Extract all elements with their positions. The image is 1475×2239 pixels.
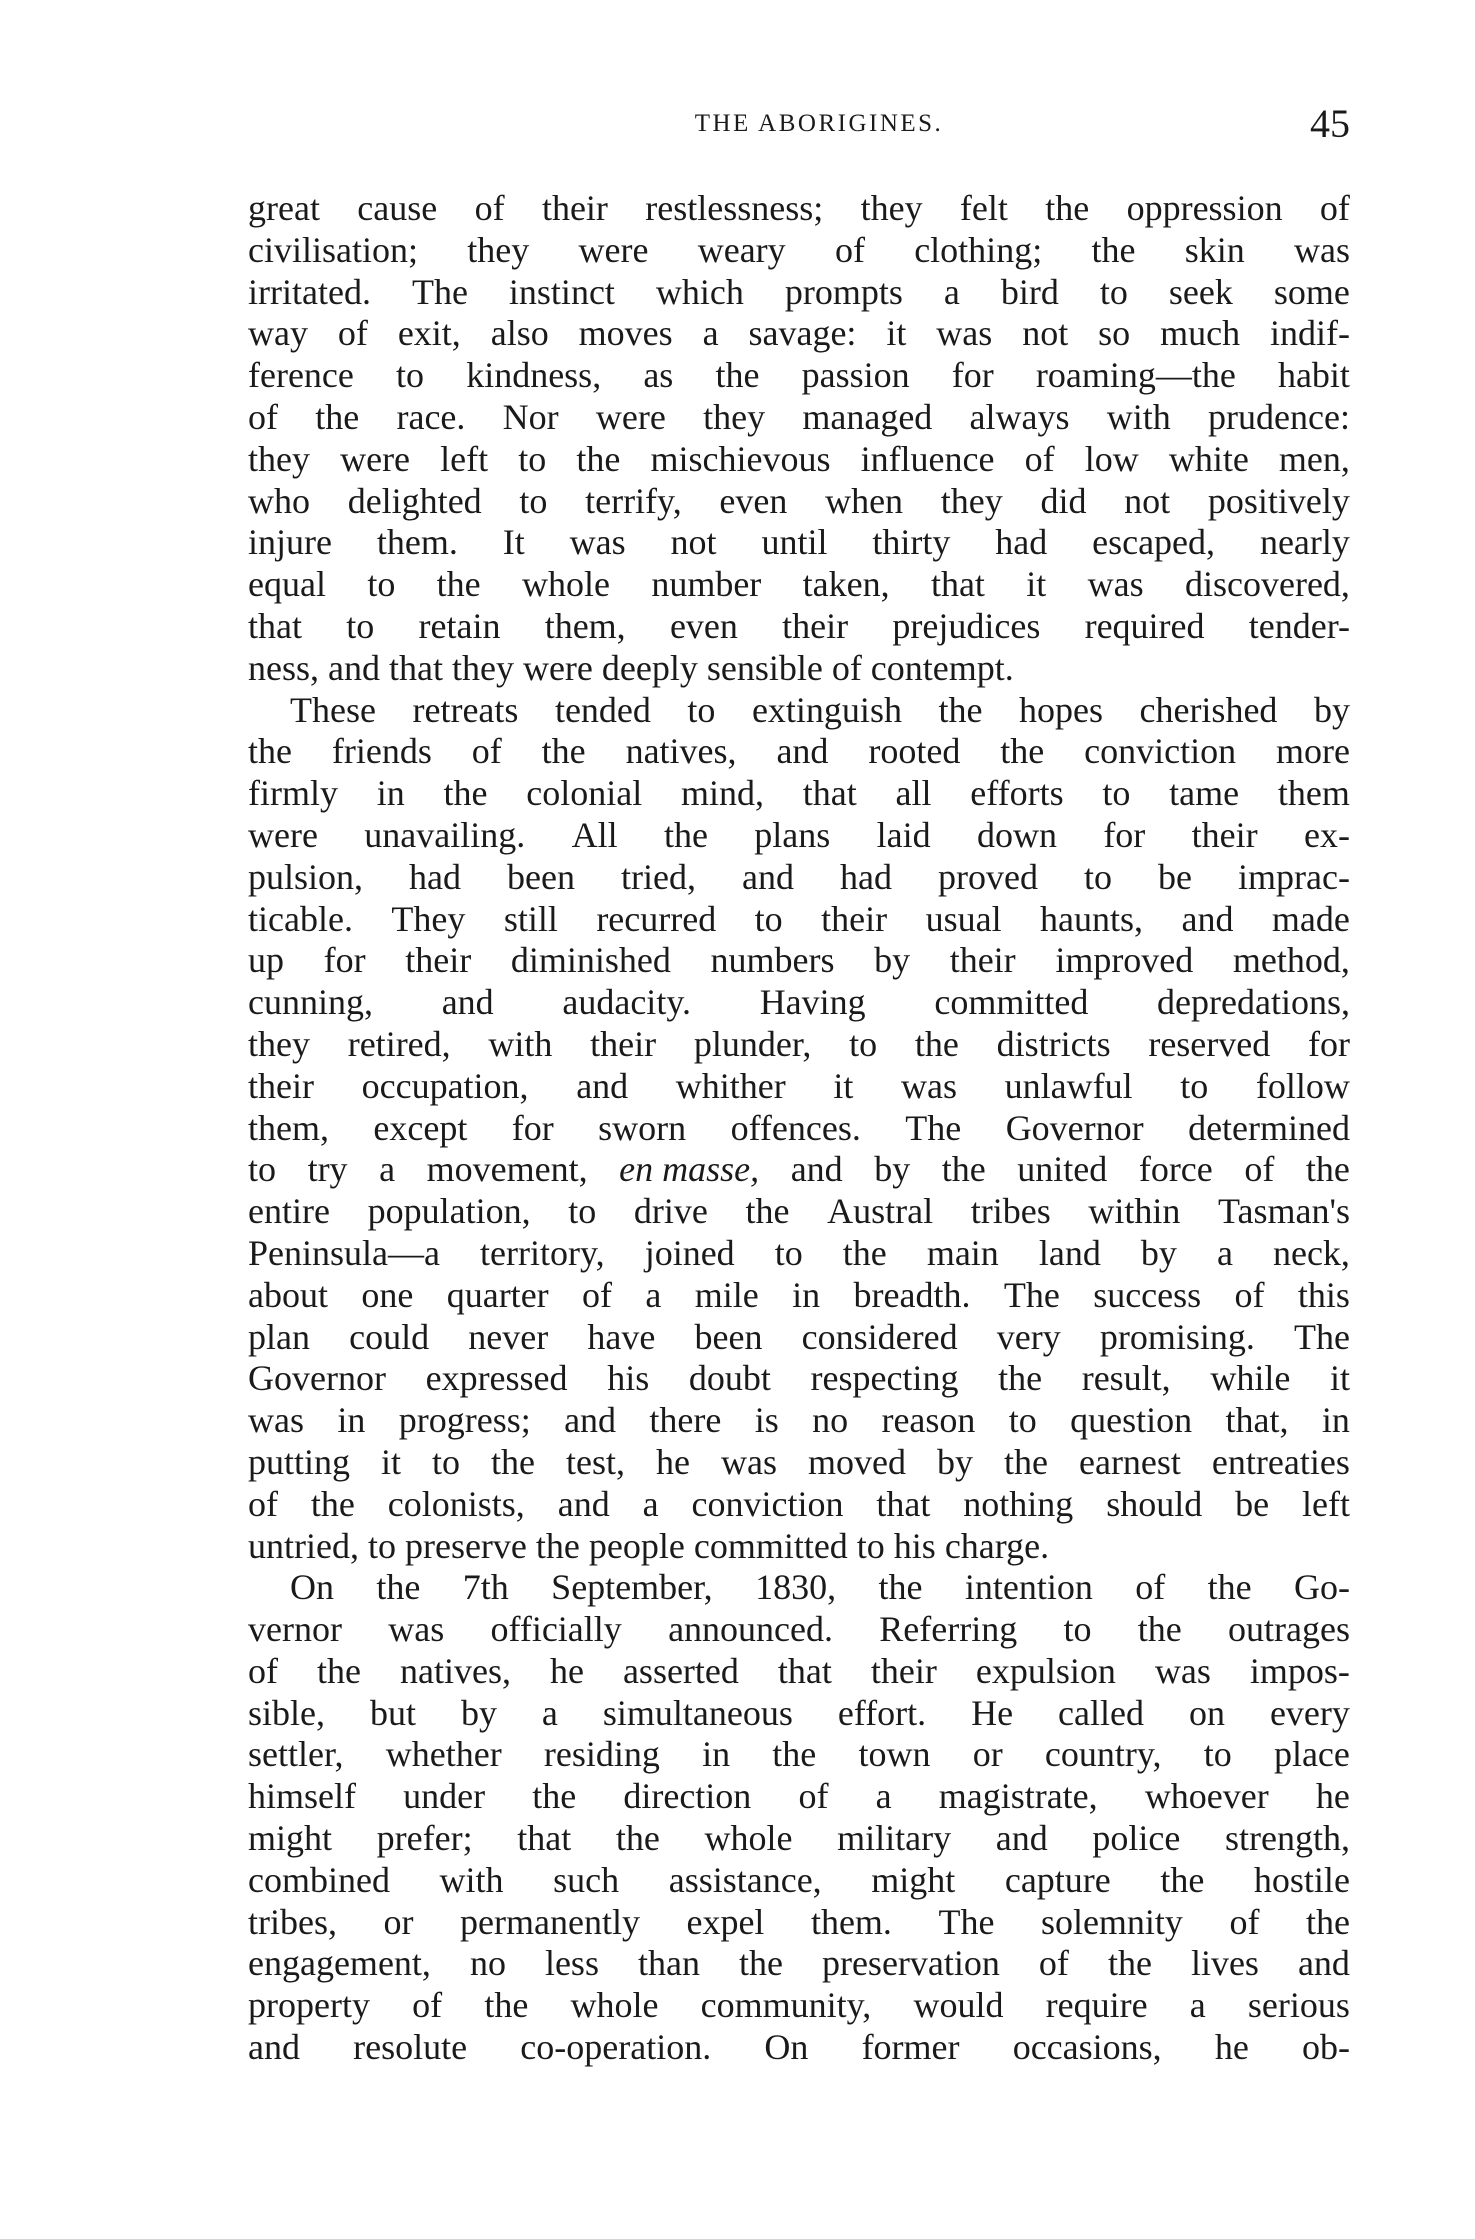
text-line: tribes, or permanently expel them. The solemnity of the [248,1901,1350,1942]
text-line: of the race. Nor were they managed always with prudence: [248,396,1350,437]
running-title: THE ABORIGINES. [694,110,944,137]
text-line: On the 7th September, 1830, the intention of the Go- [290,1567,1350,1608]
text-line: about one quarter of a mile in breadth. The success of this [248,1274,1350,1315]
text-line: were unavailing. All the plans laid down for their ex- [248,814,1350,855]
paragraph [248,690,1350,1568]
text-line: was in progress; and there is no reason to question that, in [248,1400,1350,1441]
text-line: plan could never have been considered very promising. The [248,1316,1350,1357]
text-line: great cause of their restlessness; they felt the oppression of [248,188,1350,228]
text-line: the friends of the natives, and rooted the conviction more [248,731,1350,772]
paragraph [248,1567,1350,2069]
paragraph [248,188,1350,690]
text-line: equal to the whole number taken, that it was discovered, [248,564,1350,605]
text-line: up for their diminished numbers by their improved method, [248,940,1350,981]
text-line: These retreats tended to extinguish the hopes cherished by [290,689,1350,730]
text-line: sible, but by a simultaneous effort. He called on every [248,1692,1350,1733]
text-line: untried, to preserve the people committed to his charge. [248,1525,1050,1566]
text-line: pulsion, had been tried, and had proved to be imprac- [248,856,1350,897]
text-line: combined with such assistance, might capture the hostile [248,1859,1350,1900]
text-line: ference to kindness, as the passion for roaming—the habit [248,355,1350,396]
text-line: civilisation; they were weary of clothing; the skin was [248,229,1350,270]
text-line: Peninsula—a territory, joined to the main land by a neck, [248,1232,1350,1273]
text-line: Governor expressed his doubt respecting the result, while it [248,1358,1350,1399]
text-line: might prefer; that the whole military and police strength, [248,1818,1350,1859]
text-line: engagement, no less than the preservation of the lives and [248,1943,1350,1984]
text-line: irritated. The instinct which prompts a bird to seek some [248,271,1350,312]
text-line: them, except for sworn offences. The Governor determined [248,1107,1350,1148]
text-line: of the colonists, and a conviction that nothing should be left [248,1483,1350,1524]
text-line: to try a movement, en masse, and by the united force of the [248,1149,1350,1190]
text-line: ticable. They still recurred to their usual haunts, and made [248,898,1350,939]
text-line: and resolute co-operation. On former occasions, he ob- [248,2027,1350,2068]
text-line: they retired, with their plunder, to the districts reserved for [248,1023,1350,1064]
text-line: putting it to the test, he was moved by the earnest entreaties [248,1441,1350,1482]
text-line: that to retain them, even their prejudices required tender- [248,605,1350,646]
text-line: they were left to the mischievous influence of low white men, [248,438,1350,479]
text-line: entire population, to drive the Austral tribes within Tasman's [248,1191,1350,1232]
text-line: their occupation, and whither it was unlawful to follow [248,1065,1350,1106]
text-line: of the natives, he asserted that their expulsion was impos- [248,1650,1350,1691]
text-line: firmly in the colonial mind, that all efforts to tame them [248,773,1350,814]
body-text [248,188,1350,2069]
page-number: 45 [1310,101,1350,146]
text-line: property of the whole community, would require a serious [248,1985,1350,2026]
text-line: who delighted to terrify, even when they did not positively [248,480,1350,521]
text-line: way of exit, also moves a savage: it was not so much indif- [248,313,1350,354]
text-line: ness, and that they were deeply sensible of contempt. [248,647,1014,688]
text-line: injure them. It was not until thirty had escaped, nearly [248,522,1350,563]
text-line: himself under the direction of a magistrate, whoever he [248,1776,1350,1817]
text-line: vernor was officially announced. Referring to the outrages [248,1609,1350,1650]
text-line: settler, whether residing in the town or country, to place [248,1734,1350,1775]
text-line: cunning, and audacity. Having committed depredations, [248,982,1350,1023]
page-header [248,100,1350,150]
